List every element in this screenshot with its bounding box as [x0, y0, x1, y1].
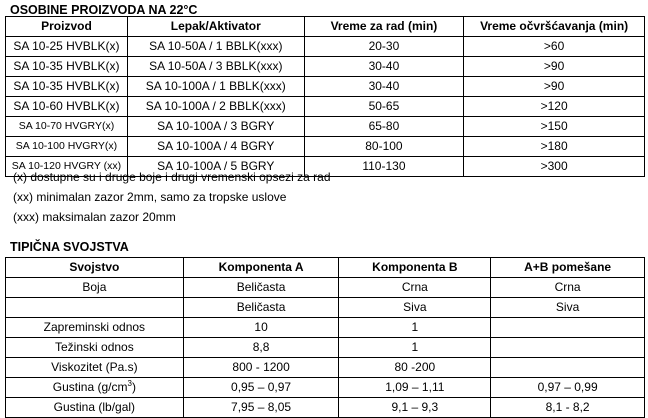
table-cell: >120 — [464, 97, 645, 117]
table-cell: 65-80 — [304, 117, 464, 137]
table-cell: Siva — [339, 298, 491, 318]
table-cell: >60 — [464, 37, 645, 57]
table-cell: Crna — [339, 278, 491, 298]
table-row — [6, 97, 645, 117]
header-cell: Komponenta A — [183, 258, 339, 278]
table-cell: 80-100 — [304, 137, 464, 157]
table-cell: Boja — [6, 278, 184, 298]
table-cell — [491, 358, 645, 378]
table-cell: SA 10-50A / 1 BBLK(xxx) — [127, 37, 304, 57]
table-cell: 50-65 — [304, 97, 464, 117]
table-cell: SA 10-70 HVGRY(x) — [6, 117, 128, 137]
section-title-product-properties: OSOBINE PROIZVODA NA 22°C — [10, 3, 198, 17]
table-cell: SA 10-100A / 2 BBLK(xxx) — [127, 97, 304, 117]
table-row — [6, 117, 645, 137]
table-cell: SA 10-120 HVGRY (xx) — [6, 157, 128, 177]
table-cell: 9,1 – 9,3 — [339, 398, 491, 418]
table-cell: 110-130 — [304, 157, 464, 177]
table-row — [6, 77, 645, 97]
density-exponent: 3 — [127, 379, 132, 388]
table-cell: >90 — [464, 57, 645, 77]
table-cell: 8,1 - 8,2 — [491, 398, 645, 418]
table-cell: SA 10-100A / 4 BGRY — [127, 137, 304, 157]
table-cell: SA 10-35 HVBLK(x) — [6, 57, 128, 77]
table-cell: SA 10-25 HVBLK(x) — [6, 37, 128, 57]
table-cell: >90 — [464, 77, 645, 97]
table-cell: SA 10-50A / 3 BBLK(xxx) — [127, 57, 304, 77]
header-cell: Proizvod — [6, 17, 128, 37]
table-cell — [6, 298, 184, 318]
table-cell: Težinski odnos — [6, 338, 184, 358]
section-title-typical-properties: TIPIČNA SVOJSTVA — [10, 240, 129, 254]
header-cell: Svojstvo — [6, 258, 184, 278]
table-row — [6, 338, 645, 358]
table-cell: SA 10-100A / 3 BGRY — [127, 117, 304, 137]
footnotes — [13, 167, 331, 227]
density-label: Gustina (g/cm — [52, 380, 128, 394]
table-cell: >300 — [464, 157, 645, 177]
table-cell: 8,8 — [183, 338, 339, 358]
table-row — [6, 278, 645, 298]
header-cell: Lepak/Aktivator — [127, 17, 304, 37]
table-cell: SA 10-100 HVGRY(x) — [6, 137, 128, 157]
table-cell: Zapreminski odnos — [6, 318, 184, 338]
table-row — [6, 358, 645, 378]
table-cell: Crna — [491, 278, 645, 298]
table-cell: 800 - 1200 — [183, 358, 339, 378]
table-cell — [491, 318, 645, 338]
table-row — [6, 318, 645, 338]
table-row — [6, 378, 645, 398]
footnote: (x) dostupne su i druge boje i drugi vremenski opsezi za rad — [13, 170, 331, 184]
table-row — [6, 137, 645, 157]
table-cell: 20-30 — [304, 37, 464, 57]
product-properties-table — [5, 16, 645, 177]
table-cell: 30-40 — [304, 77, 464, 97]
table-cell: Gustina (lb/gal) — [6, 398, 184, 418]
header-cell: Vreme za rad (min) — [304, 17, 464, 37]
table-row — [6, 398, 645, 418]
table-cell: >150 — [464, 117, 645, 137]
header-cell: Vreme očvršćavanja (min) — [464, 17, 645, 37]
table-cell — [6, 378, 184, 398]
table-cell: 80 -200 — [339, 358, 491, 378]
table-cell: 0,97 – 0,99 — [491, 378, 645, 398]
table-cell: 1 — [339, 338, 491, 358]
table-cell: Siva — [491, 298, 645, 318]
table-cell: 1,09 – 1,11 — [339, 378, 491, 398]
table-row — [6, 298, 645, 318]
header-cell: A+B pomešane — [491, 258, 645, 278]
typical-properties-table — [5, 257, 645, 418]
table-cell: SA 10-100A / 1 BBLK(xxx) — [127, 77, 304, 97]
table-cell: Beličasta — [183, 298, 339, 318]
density-label-close: ) — [131, 380, 136, 394]
table-header-row — [6, 258, 645, 278]
footnote: (xx) minimalan zazor 2mm, samo za tropske uslove — [13, 190, 287, 204]
table-cell: SA 10-60 HVBLK(x) — [6, 97, 128, 117]
table-cell: 1 — [339, 318, 491, 338]
table-cell: >180 — [464, 137, 645, 157]
table-cell: 0,95 – 0,97 — [183, 378, 339, 398]
table-cell: 10 — [183, 318, 339, 338]
table-cell: Viskozitet (Pa.s) — [6, 358, 184, 378]
table-cell: 7,95 – 8,05 — [183, 398, 339, 418]
table-cell: SA 10-100A / 5 BGRY — [127, 157, 304, 177]
table-row — [6, 37, 645, 57]
footnote: (xxx) maksimalan zazor 20mm — [13, 210, 176, 224]
table-row — [6, 57, 645, 77]
table-cell — [491, 338, 645, 358]
table-cell: SA 10-35 HVBLK(x) — [6, 77, 128, 97]
table-header-row — [6, 17, 645, 37]
table-cell: 30-40 — [304, 57, 464, 77]
header-cell: Komponenta B — [339, 258, 491, 278]
table-cell: Beličasta — [183, 278, 339, 298]
